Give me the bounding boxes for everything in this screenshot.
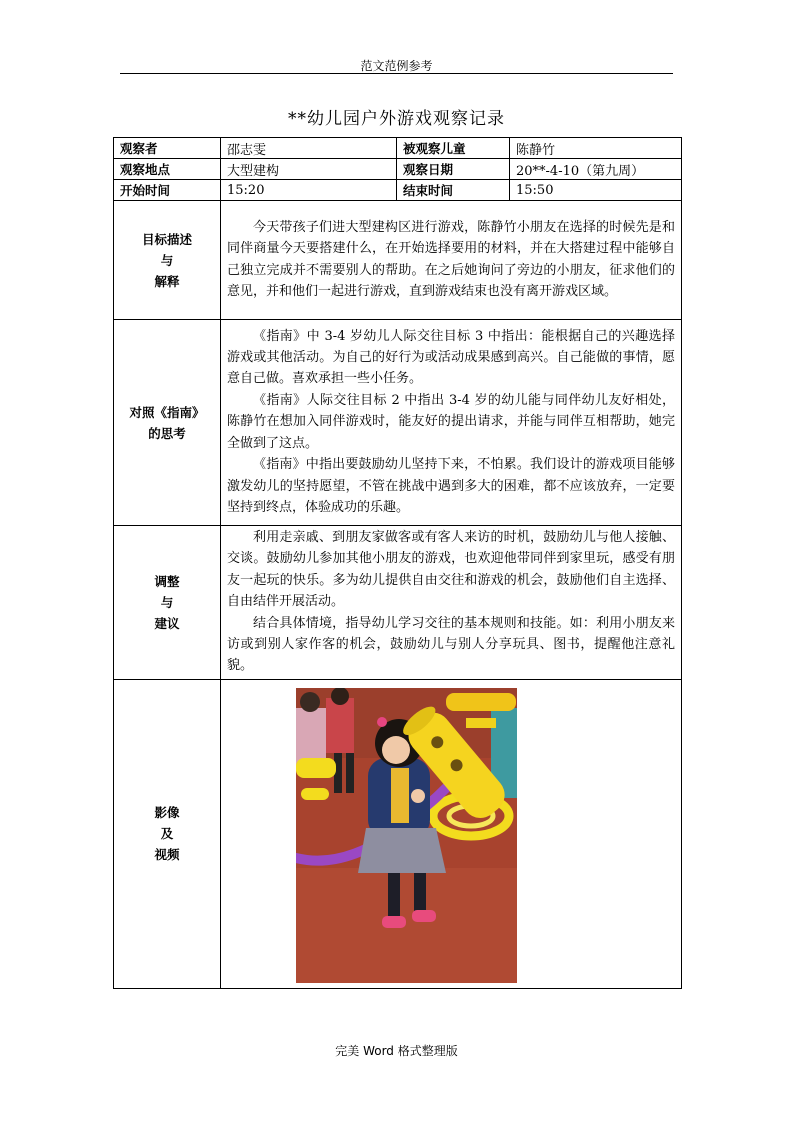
guide-paragraph-3: 《指南》中指出要鼓励幼儿坚持下来，不怕累。我们设计的游戏项目能够激发幼儿的坚持愿望，不管在挑战中遇到多大的困难，都不应该放弃，一定要坚持到终点，体验成功的乐趣。 bbox=[227, 457, 675, 515]
end-time-label: 结束时间 bbox=[397, 180, 510, 201]
location-label: 观察地点 bbox=[114, 159, 221, 180]
date-label: 观察日期 bbox=[397, 159, 510, 180]
goal-section-label: 目标描述 与 解释 bbox=[114, 201, 221, 320]
adjust-paragraph-2: 结合具体情境，指导幼儿学习交往的基本规则和技能。如：利用小朋友来访或到别人家作客的机会，鼓励幼儿与别人分享玩具、图书，提醒他注意礼貌。 bbox=[227, 615, 675, 674]
section-goal bbox=[114, 201, 682, 320]
child-playing-photo bbox=[296, 688, 517, 983]
child-label: 被观察儿童 bbox=[397, 138, 510, 159]
section-media bbox=[114, 679, 682, 988]
child-value: 陈静竹 bbox=[510, 138, 682, 159]
date-value: 20**-4-10（第九周） bbox=[510, 159, 682, 180]
header-divider bbox=[120, 73, 673, 74]
location-value: 大型建构 bbox=[221, 159, 397, 180]
goal-section-content bbox=[221, 201, 682, 320]
observer-value: 邵志雯 bbox=[221, 138, 397, 159]
document-title: **幼儿园户外游戏观察记录 bbox=[288, 109, 505, 129]
section-guide bbox=[114, 320, 682, 526]
section-adjust bbox=[114, 526, 682, 680]
info-row-time bbox=[114, 180, 682, 201]
start-time-label: 开始时间 bbox=[114, 180, 221, 201]
guide-section-label: 对照《指南》 的思考 bbox=[114, 320, 221, 526]
adjust-paragraph-1: 利用走亲戚、到朋友家做客或有客人来访的时机，鼓励幼儿与他人接触、交谈。鼓励幼儿参加其他小朋友的游戏，也欢迎他带同伴到家里玩，感受有朋友一起玩的快乐。多为幼儿提供自由交往和游戏的机会，鼓励他们自主选择、自由结伴开展活动。 bbox=[227, 530, 675, 610]
adjust-section-label: 调整 与 建议 bbox=[114, 526, 221, 680]
observer-label: 观察者 bbox=[114, 138, 221, 159]
adjust-section-content bbox=[221, 526, 682, 680]
media-section-label: 影像 及 视频 bbox=[114, 679, 221, 988]
info-row-observer bbox=[114, 138, 682, 159]
guide-paragraph-2: 《指南》人际交往目标 2 中指出 3-4 岁的幼儿能与同伴幼儿友好相处，陈静竹在想加入同伴游戏时，能友好的提出请求，并能与同伴互相帮助，她完全做到了这点。 bbox=[227, 392, 675, 451]
start-time-value: 15:20 bbox=[221, 180, 397, 201]
observation-record-table bbox=[113, 137, 682, 989]
goal-paragraph: 今天带孩子们进大型建构区进行游戏，陈静竹小朋友在选择的时候先是和同伴商量今天要搭建什么，在开始选择要用的材料，并在大搭建过程中能够自己独立完成并不需要别人的帮助。在之后她询问了旁边的小朋友，征求他们的意见，并和他们一起进行游戏，直到游戏结束也没有离开游戏区域。 bbox=[227, 219, 675, 299]
page-header: 范文范例参考 bbox=[360, 59, 433, 73]
guide-section-content bbox=[221, 320, 682, 526]
guide-paragraph-1: 《指南》中 3-4 岁幼儿人际交往目标 3 中指出：能根据自己的兴趣选择游戏或其他活动。为自己的好行为或活动成果感到高兴。自己能做的事情，愿意自己做。喜欢承担一些小任务。 bbox=[227, 328, 675, 387]
end-time-value: 15:50 bbox=[510, 180, 682, 201]
media-section-content bbox=[221, 679, 682, 988]
info-row-location bbox=[114, 159, 682, 180]
page-footer: 完美 Word 格式整理版 bbox=[335, 1044, 458, 1058]
